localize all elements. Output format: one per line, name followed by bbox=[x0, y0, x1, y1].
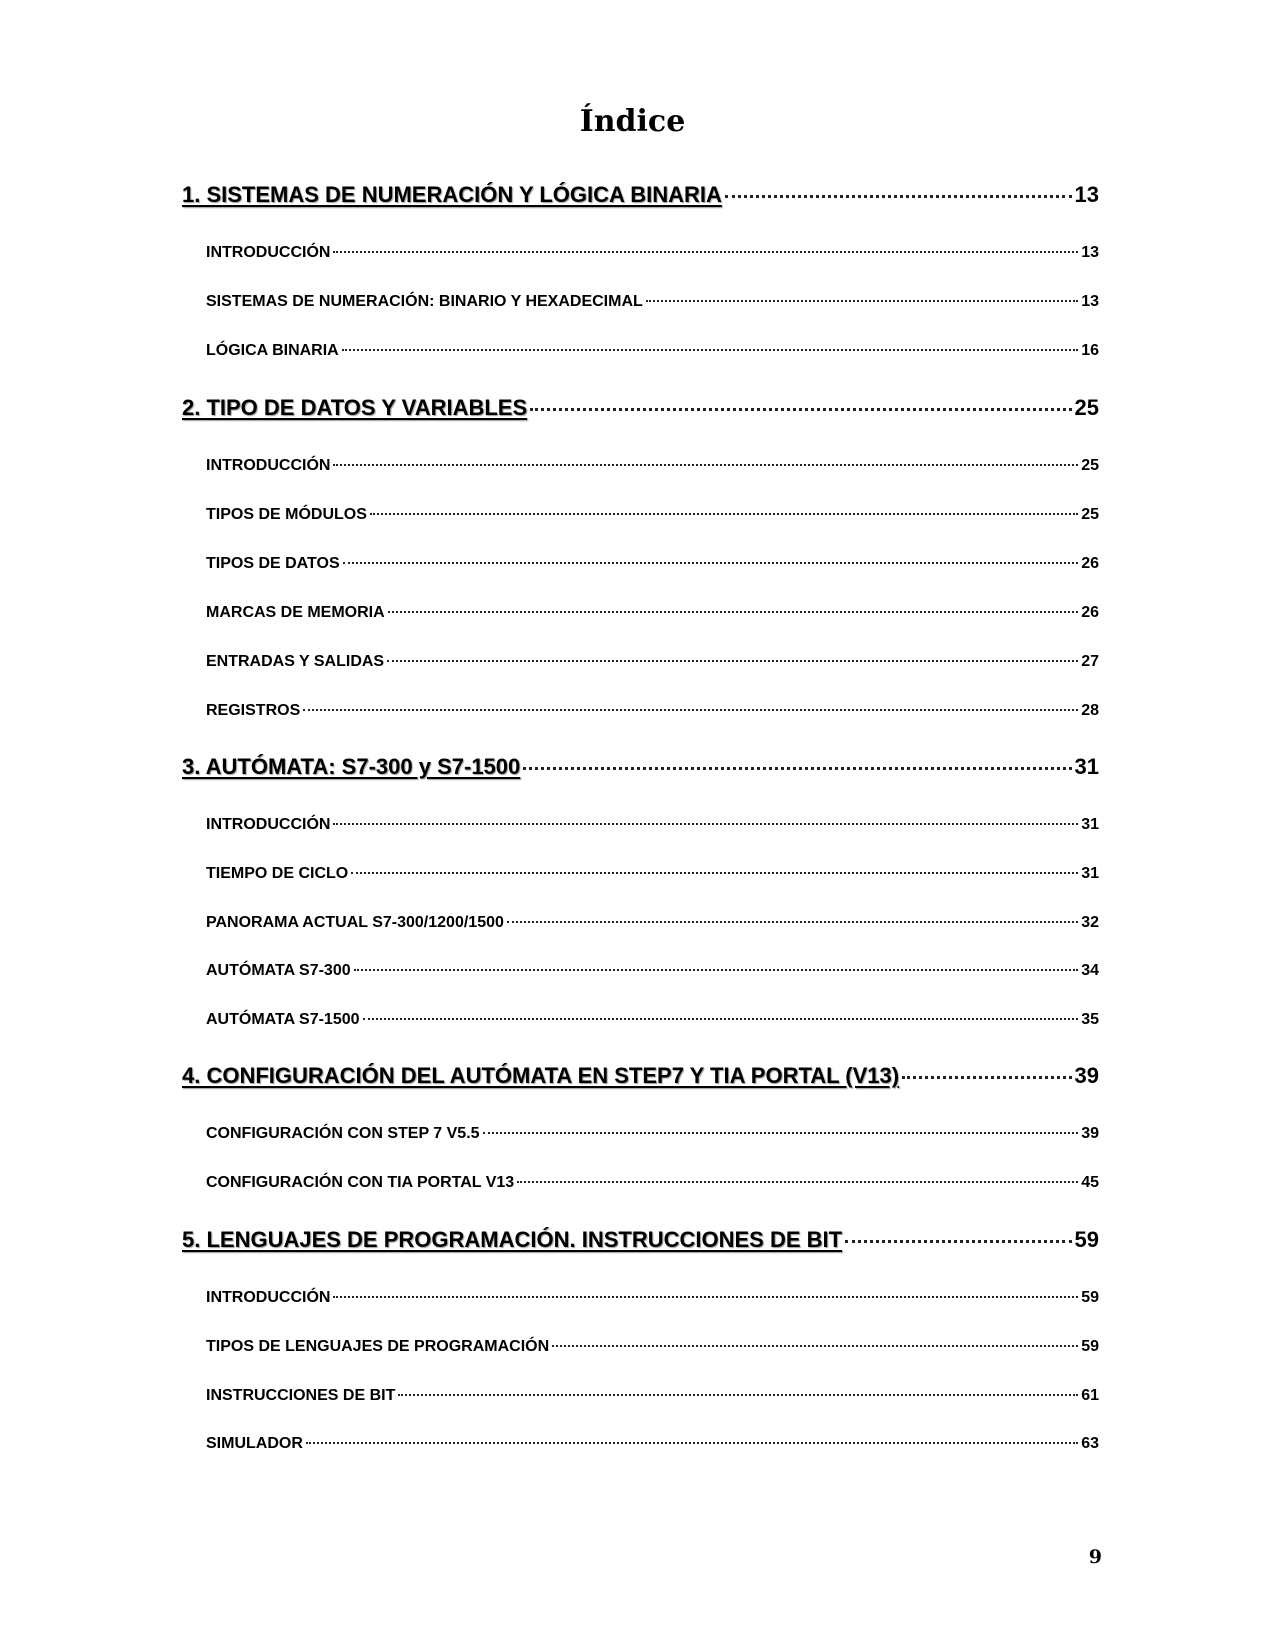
toc-page-number: 27 bbox=[1081, 653, 1099, 670]
toc-page-number: 45 bbox=[1081, 1174, 1099, 1191]
toc-section-label: TIPOS DE MÓDULOS bbox=[206, 506, 367, 523]
toc-section-label: TIEMPO DE CICLO bbox=[206, 865, 349, 882]
toc-page-number: 32 bbox=[1081, 914, 1099, 931]
toc-page-number: 34 bbox=[1081, 962, 1099, 979]
toc-section-label: INTRODUCCIÓN bbox=[206, 1289, 331, 1306]
dot-leader bbox=[517, 1181, 1078, 1183]
toc-page-number: 63 bbox=[1081, 1435, 1099, 1452]
toc-section-label: SIMULADOR bbox=[206, 1435, 303, 1452]
dot-leader bbox=[354, 969, 1079, 971]
dot-leader bbox=[333, 823, 1078, 825]
toc-section[interactable] bbox=[182, 1174, 1099, 1192]
toc-chapter[interactable] bbox=[182, 754, 1099, 780]
toc-page-number: 26 bbox=[1081, 555, 1099, 572]
toc-section[interactable] bbox=[182, 702, 1099, 720]
toc-section-label: INSTRUCCIONES DE BIT bbox=[206, 1387, 396, 1404]
toc-section-label: LÓGICA BINARIA bbox=[206, 342, 339, 359]
toc-section-label: REGISTROS bbox=[206, 702, 301, 719]
toc-section[interactable] bbox=[182, 604, 1099, 622]
toc-chapter[interactable] bbox=[182, 395, 1099, 421]
toc-page-number: 59 bbox=[1081, 1338, 1099, 1355]
dot-leader bbox=[523, 767, 1071, 770]
page-number: 9 bbox=[1088, 1546, 1102, 1568]
toc-section-label: ENTRADAS Y SALIDAS bbox=[206, 653, 385, 670]
toc-section[interactable] bbox=[182, 506, 1099, 524]
toc-section-label: TIPOS DE LENGUAJES DE PROGRAMACIÓN bbox=[206, 1338, 550, 1355]
toc-page-number: 26 bbox=[1081, 604, 1099, 621]
toc-page-number: 28 bbox=[1081, 702, 1099, 719]
toc-page-number: 31 bbox=[1074, 754, 1099, 779]
dot-leader bbox=[902, 1076, 1071, 1079]
toc-page-number: 59 bbox=[1081, 1289, 1099, 1306]
toc-page-number: 35 bbox=[1081, 1011, 1099, 1028]
toc-chapter-label: 5. LENGUAJES DE PROGRAMACIÓN. INSTRUCCIONES DE BIT bbox=[182, 1227, 843, 1252]
dot-leader bbox=[387, 660, 1078, 662]
toc-section[interactable] bbox=[182, 1387, 1099, 1405]
toc-chapter-label: 1. SISTEMAS DE NUMERACIÓN Y LÓGICA BINARIA bbox=[182, 182, 722, 207]
toc-chapter[interactable] bbox=[182, 1227, 1099, 1253]
dot-leader bbox=[646, 300, 1078, 302]
toc-section-label: AUTÓMATA S7-1500 bbox=[206, 1011, 360, 1028]
toc-section-label: INTRODUCCIÓN bbox=[206, 457, 331, 474]
dot-leader bbox=[333, 1296, 1078, 1298]
toc-section-label: INTRODUCCIÓN bbox=[206, 816, 331, 833]
toc-section[interactable] bbox=[182, 1435, 1099, 1453]
toc-page-number: 25 bbox=[1074, 395, 1099, 420]
toc-section[interactable] bbox=[182, 865, 1099, 883]
toc-chapter-label: 2. TIPO DE DATOS Y VARIABLES bbox=[182, 395, 528, 420]
toc-section-label: INTRODUCCIÓN bbox=[206, 244, 331, 261]
toc-section[interactable] bbox=[182, 293, 1099, 311]
dot-leader bbox=[552, 1345, 1078, 1347]
toc-page-number: 59 bbox=[1074, 1227, 1099, 1252]
dot-leader bbox=[342, 349, 1078, 351]
toc-section[interactable] bbox=[182, 816, 1099, 834]
toc-page-number: 31 bbox=[1081, 816, 1099, 833]
toc-section[interactable] bbox=[182, 962, 1099, 980]
dot-leader bbox=[351, 872, 1078, 874]
toc-section[interactable] bbox=[182, 653, 1099, 671]
toc-chapter[interactable] bbox=[182, 1063, 1099, 1089]
toc-section-label: CONFIGURACIÓN CON TIA PORTAL V13 bbox=[206, 1174, 515, 1191]
toc-page-number: 39 bbox=[1074, 1063, 1099, 1088]
toc-section-label: CONFIGURACIÓN CON STEP 7 V5.5 bbox=[206, 1125, 480, 1142]
toc-section[interactable] bbox=[182, 1011, 1099, 1029]
dot-leader bbox=[370, 513, 1078, 515]
toc-page-number: 13 bbox=[1081, 244, 1099, 261]
toc-page-number: 39 bbox=[1081, 1125, 1099, 1142]
toc-section[interactable] bbox=[182, 1338, 1099, 1356]
toc-section[interactable] bbox=[182, 244, 1099, 262]
dot-leader bbox=[725, 195, 1072, 198]
toc-page-number: 25 bbox=[1081, 457, 1099, 474]
toc-section[interactable] bbox=[182, 555, 1099, 573]
toc-section[interactable] bbox=[182, 914, 1099, 932]
toc-chapter-label: 3. AUTÓMATA: S7-300 y S7-1500 bbox=[182, 754, 521, 779]
toc-page-number: 25 bbox=[1081, 506, 1099, 523]
toc-chapter[interactable] bbox=[182, 182, 1099, 208]
toc-section[interactable] bbox=[182, 342, 1099, 360]
dot-leader bbox=[333, 464, 1078, 466]
dot-leader bbox=[333, 251, 1078, 253]
dot-leader bbox=[845, 1240, 1071, 1243]
toc-section[interactable] bbox=[182, 457, 1099, 475]
toc-page-number: 13 bbox=[1074, 182, 1099, 207]
dot-leader bbox=[530, 408, 1071, 411]
toc-page-number: 61 bbox=[1081, 1387, 1099, 1404]
toc-chapter-label: 4. CONFIGURACIÓN DEL AUTÓMATA EN STEP7 Y TIA PORTAL (V13) bbox=[182, 1063, 900, 1088]
dot-leader bbox=[398, 1394, 1078, 1396]
toc-section-label: TIPOS DE DATOS bbox=[206, 555, 340, 572]
toc-section[interactable] bbox=[182, 1289, 1099, 1307]
dot-leader bbox=[343, 562, 1079, 564]
toc-section-label: MARCAS DE MEMORIA bbox=[206, 604, 385, 621]
toc-section-label: SISTEMAS DE NUMERACIÓN: BINARIO Y HEXADECIMAL bbox=[206, 293, 643, 310]
toc-section-label: PANORAMA ACTUAL S7-300/1200/1500 bbox=[206, 914, 504, 931]
dot-leader bbox=[303, 709, 1078, 711]
toc-page-number: 13 bbox=[1081, 293, 1099, 310]
dot-leader bbox=[388, 611, 1079, 613]
toc-page-number: 31 bbox=[1081, 865, 1099, 882]
dot-leader bbox=[363, 1018, 1079, 1020]
dot-leader bbox=[483, 1132, 1079, 1134]
toc-page-number: 16 bbox=[1081, 342, 1099, 359]
page-title: Índice bbox=[579, 104, 686, 139]
dot-leader bbox=[507, 921, 1078, 923]
dot-leader bbox=[306, 1442, 1078, 1444]
toc-section-label: AUTÓMATA S7-300 bbox=[206, 962, 351, 979]
toc-section[interactable] bbox=[182, 1125, 1099, 1143]
